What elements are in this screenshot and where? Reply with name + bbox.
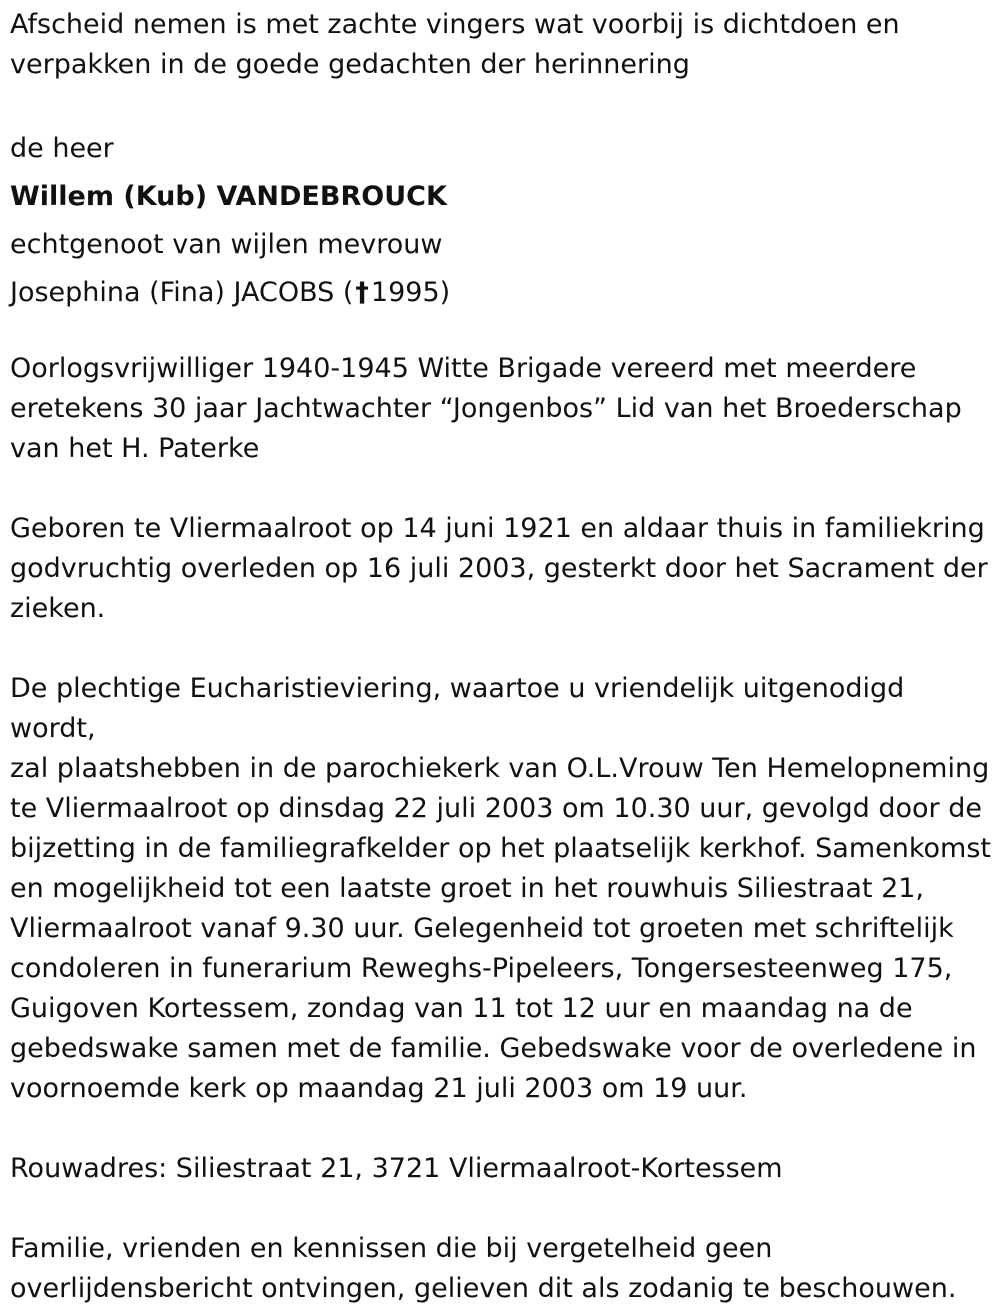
obituary-document [10, 5, 995, 1309]
birth-death-paragraph [10, 509, 995, 629]
spacer [10, 1109, 995, 1149]
deceased-name: Willem (Kub) VANDEBROUCK [10, 181, 447, 212]
birth-death-line: zieken. [10, 593, 106, 624]
birth-death-line: godvruchtig overleden op 16 juli 2003, gesterkt door het Sacrament der [10, 553, 988, 584]
closing-line: Familie, vrienden en kennissen die bij vergetelheid geen [10, 1233, 773, 1264]
funeral-line: Guigoven Kortessem, zondag van 11 tot 12 uur en maandag na de [10, 993, 913, 1024]
merits-paragraph [10, 349, 995, 469]
deceased-block [10, 125, 995, 317]
spouse-death-year: 1995) [370, 277, 451, 308]
closing-line: overlijdensbericht ontvingen, gelieven dit als zodanig te beschouwen. [10, 1273, 957, 1304]
funeral-line: te Vliermaalroot op dinsdag 22 juli 2003 om 10.30 uur, gevolgd door de [10, 793, 982, 824]
mourning-address: Rouwadres: Siliestraat 21, 3721 Vliermaalroot-Kortessem [10, 1153, 783, 1184]
merits-line: Oorlogsvrijwilliger 1940-1945 Witte Brigade vereerd met meerdere [10, 353, 917, 384]
funeral-line: bijzetting in de familiegrafkelder op het plaatselijk kerkhof. Samenkomst [10, 833, 992, 864]
funeral-line: De plechtige Eucharistieviering, waartoe u vriendelijk uitgenodigd wordt, [10, 673, 905, 744]
spouse-line [10, 269, 995, 317]
closing-paragraph [10, 1229, 995, 1309]
address-paragraph [10, 1149, 995, 1189]
funeral-line: condoleren in funerarium Reweghs-Pipeleers, Tongersesteenweg 175, [10, 953, 953, 984]
motto-line: verpakken in de goede gedachten der herinnering [10, 49, 690, 80]
funeral-line: en mogelijkheid tot een laatste groet in het rouwhuis Siliestraat 21, [10, 873, 925, 904]
funeral-line: Vliermaalroot vanaf 9.30 uur. Gelegenheid tot groeten met schriftelijk [10, 913, 954, 944]
deceased-relation: echtgenoot van wijlen mevrouw [10, 229, 443, 260]
funeral-line: zal plaatshebben in de parochiekerk van O.L.Vrouw Ten Hemelopneming [10, 753, 990, 784]
motto-paragraph [10, 5, 995, 85]
motto-line: Afscheid nemen is met zachte vingers wat voorbij is dichtdoen en [10, 9, 900, 40]
deceased-title: de heer [10, 133, 114, 164]
funeral-line: gebedswake samen met de familie. Gebedswake voor de overledene in [10, 1033, 977, 1064]
spacer [10, 469, 995, 509]
spacer [10, 629, 995, 669]
funeral-line: voornoemde kerk op maandag 21 juli 2003 om 19 uur. [10, 1073, 748, 1104]
cross-icon: † [355, 277, 369, 308]
merits-line: eretekens 30 jaar Jachtwachter “Jongenbos” Lid van het Broederschap [10, 393, 962, 424]
spacer [10, 85, 995, 125]
birth-death-line: Geboren te Vliermaalroot op 14 juni 1921 en aldaar thuis in familiekring [10, 513, 985, 544]
spouse-name: Josephina (Fina) JACOBS ( [10, 277, 354, 308]
spacer [10, 317, 995, 349]
spacer [10, 1189, 995, 1229]
merits-line: van het H. Paterke [10, 433, 260, 464]
funeral-paragraph [10, 669, 995, 1109]
